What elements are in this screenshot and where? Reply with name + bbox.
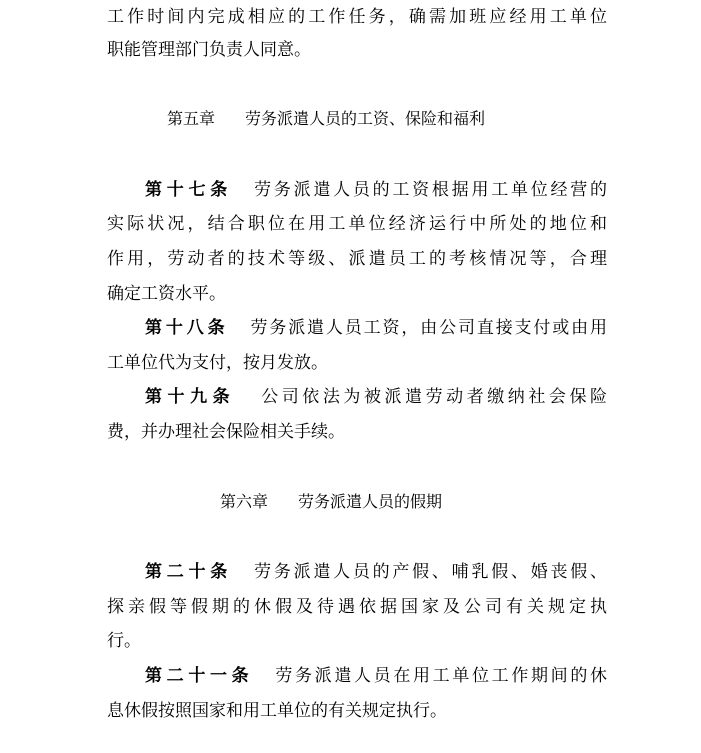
article-20-label: 第二十条 [145,562,233,582]
article-17-text-1: 劳务派遣人员的工资根据用工单位经营的 [254,180,608,200]
article-17-line-3: 作用，劳动者的技术等级、派遣员工的考核情况等，合理 [107,249,607,269]
article-20-line-2: 探亲假等假期的休假及待遇依据国家及公司有关规定执 [107,597,607,617]
article-18-label: 第十八条 [145,318,229,338]
chapter-6-number: 第六章 [220,492,269,511]
article-18-text-1: 劳务派遣人员工资，由公司直接支付或由用 [250,318,608,338]
article-19-line-1 [145,387,607,407]
article-17-label: 第十七条 [145,180,233,200]
article-21-line-1 [145,666,607,686]
article-18-line-2: 工单位代为支付，按月发放。 [107,353,328,373]
chapter-5-heading [167,109,485,129]
chapter-6-title: 劳务派遣人员的假期 [298,492,443,511]
article-20-text-1: 劳务派遣人员的产假、哺乳假、婚丧假、 [254,562,608,582]
article-17-line-2: 实际状况，结合职位在用工单位经济运行中所处的地位和 [107,214,607,234]
intro-line-1: 工作时间内完成相应的工作任务，确需加班应经用工单位 [107,7,607,27]
article-17-line-1 [145,180,607,200]
chapter-5-title: 劳务派遣人员的工资、保险和福利 [245,109,486,128]
article-19-text-1: 公司依法为被派遣劳动者缴纳社会保险 [261,387,608,407]
article-20-line-1 [145,562,607,582]
article-18-line-1 [145,318,607,338]
article-20-line-3: 行。 [107,631,141,651]
intro-line-2: 职能管理部门负责人同意。 [107,40,311,60]
article-21-line-2: 息休假按照国家和用工单位的有关规定执行。 [107,701,447,721]
article-17-line-4: 确定工资水平。 [107,284,226,304]
chapter-6-heading [220,492,442,512]
article-21-text-1: 劳务派遣人员在用工单位工作期间的休 [275,666,608,686]
article-21-label: 第二十一条 [145,666,254,686]
article-19-label: 第十九条 [145,387,236,407]
chapter-5-number: 第五章 [167,109,216,128]
article-19-line-2: 费，并办理社会保险相关手续。 [107,422,345,442]
